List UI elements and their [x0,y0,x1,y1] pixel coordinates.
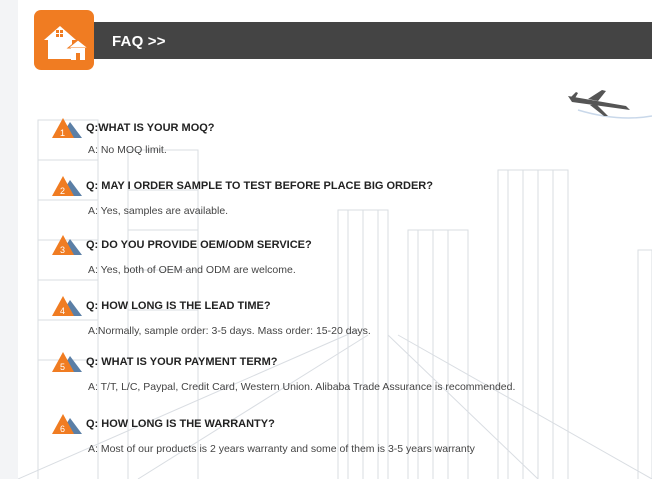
faq-question: Q: WHAT IS YOUR PAYMENT TERM? [86,356,278,368]
number-triangle-icon [52,118,86,140]
home-badge [34,10,94,70]
svg-text:5: 5 [59,362,66,372]
number-triangle-icon [52,414,86,436]
faq-answer: A:Normally, sample order: 3-5 days. Mass order: 15-20 days. [88,325,371,337]
faq-answer: A: Most of our products is 2 years warranty and some of them is 3-5 years warranty [88,443,475,455]
faq-question: Q: HOW LONG IS THE WARRANTY? [86,418,275,430]
svg-text:2: 2 [59,186,66,196]
faq-question: Q: HOW LONG IS THE LEAD TIME? [86,300,271,312]
faq-panel [18,0,652,479]
number-triangle-icon [52,176,86,198]
faq-answer: A: Yes, samples are available. [88,205,229,217]
svg-text:6: 6 [59,424,66,434]
page-title: FAQ >> [112,33,166,50]
number-triangle-icon [52,235,86,257]
number-triangle-icon [52,296,86,318]
faq-answer: A: No MOQ limit. [88,144,167,156]
header-bar [94,22,652,59]
faq-question: Q: DO YOU PROVIDE OEM/ODM SERVICE? [86,239,312,251]
faq-answer: A: T/T, L/C, Paypal, Credit Card, Western Union. Alibaba Trade Assurance is recommended. [88,381,516,393]
faq-answer: A: Yes, both of OEM and ODM are welcome. [88,264,296,276]
svg-text:1: 1 [59,128,66,138]
faq-question: Q:WHAT IS YOUR MOQ? [86,122,215,134]
airplane-icon [566,88,636,118]
number-triangle-icon [52,352,86,374]
svg-text:4: 4 [59,306,66,316]
svg-text:3: 3 [59,245,66,255]
faq-question: Q: MAY I ORDER SAMPLE TO TEST BEFORE PLACE BIG ORDER? [86,180,433,192]
home-icon [34,10,94,70]
